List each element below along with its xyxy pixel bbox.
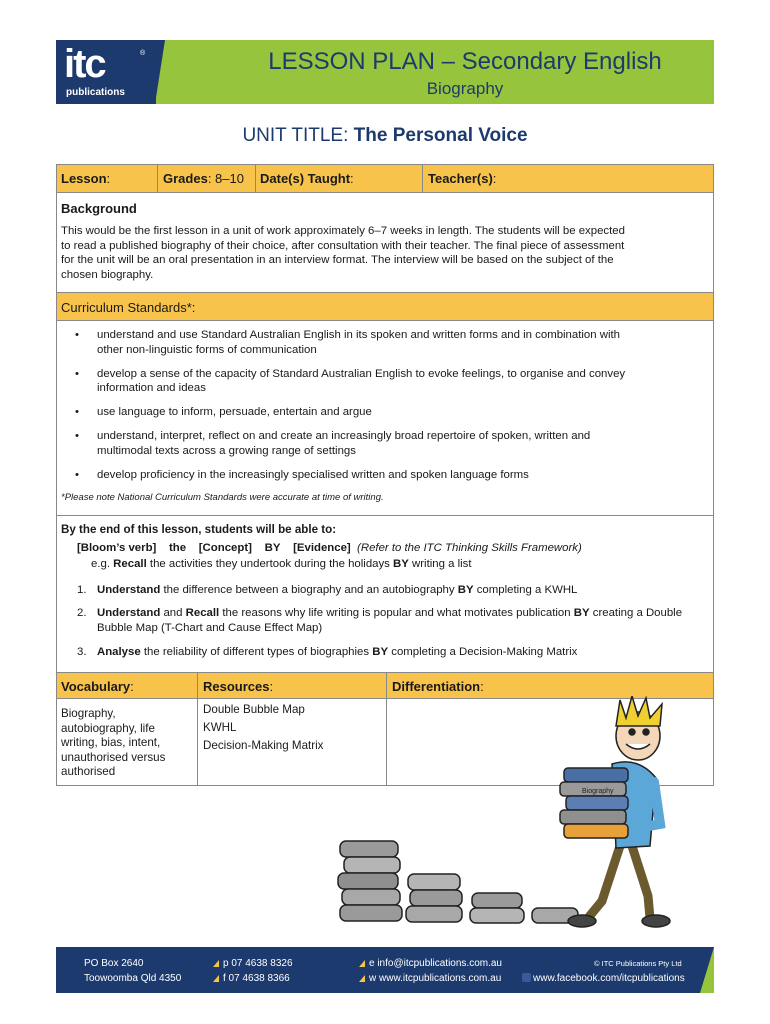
book-spine-label: Biography	[582, 788, 614, 795]
resource-item: Double Bubble Map	[203, 703, 305, 716]
list-item: • develop a sense of the capacity of Standard Australian English to evoke feelings, to organise and convey information and ideas	[75, 367, 705, 396]
footer-po-box: PO Box 2640	[84, 958, 144, 969]
background-heading: Background	[61, 201, 137, 216]
teacher-field: Teacher(s):	[428, 171, 497, 186]
bottom-header-row	[57, 673, 713, 698]
resource-item: KWHL	[203, 721, 237, 734]
list-item: • understand, interpret, reflect on and create an increasingly broad repertoire of spoken, written and multimodal texts across a growing range of settings	[75, 429, 705, 458]
student-carrying-books-illustration	[320, 696, 720, 934]
book-stack-right	[470, 893, 578, 923]
objectives-formula: [Bloom’s verb] the [Concept] BY [Evidence] (Refer to the ITC Thinking Skills Framework)	[77, 542, 582, 554]
curriculum-heading: Curriculum Standards*:	[61, 300, 196, 315]
lesson-plan-table	[56, 164, 714, 786]
lesson-label: Lesson	[61, 171, 107, 186]
facebook-icon	[522, 973, 531, 982]
objective-item-1: 1. Understand the difference between a biography and an autobiography BY completing a KWHL	[77, 584, 578, 596]
footer-copyright: © ITC Publications Pty Ltd	[594, 959, 682, 968]
arrow-icon	[213, 960, 219, 967]
page-title: LESSON PLAN – Secondary English	[268, 48, 662, 75]
background-text: This would be the first lesson in a unit of work approximately 6–7 weeks in length. The students will be expected to read a published biography of their choice, after consultation with their teacher. The final piece of assessment for the unit will be an oral presentation in an interview format. The interview will be based on the subject of the chosen biography.	[61, 225, 625, 281]
footer-facebook[interactable]: www.facebook.com/itcpublications	[522, 973, 685, 984]
vocabulary-list: Biography, autobiography, life writing, bias, intent, unauthorised versus authorised	[61, 707, 166, 778]
book-stack-left	[338, 841, 402, 921]
dates-field: Date(s) Taught:	[260, 171, 354, 186]
arrow-icon	[359, 960, 365, 967]
resource-item: Decision-Making Matrix	[203, 739, 324, 752]
lesson-field: Lesson:	[61, 171, 111, 186]
curriculum-list	[75, 328, 705, 492]
objectives-example: e.g. Recall the activities they undertook during the holidays BY writing a list	[91, 558, 472, 570]
vocabulary-heading: Vocabulary:	[61, 679, 134, 694]
dates-label: Date(s) Taught	[260, 171, 351, 186]
footer-email[interactable]: e info@itcpublications.com.au	[359, 958, 502, 969]
header-banner	[156, 40, 714, 104]
footer-city: Toowoomba Qld 4350	[84, 973, 182, 984]
objective-item-2: 2. Understand and Recall the reasons why life writing is popular and what motivates publication BY creating a Double Bubble Map (T-Chart and Cause Effect Map)	[77, 607, 683, 634]
grades-field	[163, 171, 244, 186]
logo-subtext: publications	[66, 87, 125, 98]
unit-title: UNIT TITLE: The Personal Voice	[242, 125, 528, 146]
list-item: • use language to inform, persuade, entertain and argue	[75, 405, 705, 420]
info-row	[57, 165, 713, 192]
unit-title-label: UNIT TITLE	[242, 125, 344, 146]
page-subtitle: Biography	[426, 79, 504, 98]
logo-registered-mark: ®	[140, 50, 146, 57]
differentiation-heading: Differentiation:	[392, 679, 484, 694]
curriculum-note: *Please note National Curriculum Standards were accurate at time of writing.	[61, 492, 384, 503]
book-stack-middle	[406, 874, 462, 922]
carried-books	[560, 768, 628, 838]
teacher-label: Teacher(s)	[428, 171, 493, 186]
footer-phone: p 07 4638 8326	[213, 958, 293, 969]
list-item: • develop proficiency in the increasingly specialised written and spoken language forms	[75, 468, 705, 483]
footer-bar	[56, 947, 714, 993]
arrow-icon	[359, 975, 365, 982]
resources-heading: Resources:	[203, 679, 274, 694]
grades-value: : 8–10	[207, 171, 244, 186]
logo-text: itc	[64, 42, 105, 86]
unit-title-name: The Personal Voice	[348, 125, 528, 146]
grades-label: Grades	[163, 171, 208, 186]
footer-website[interactable]: w www.itcpublications.com.au	[359, 973, 501, 984]
footer-fax: f 07 4638 8366	[213, 973, 290, 984]
arrow-icon	[213, 975, 219, 982]
objectives-heading: By the end of this lesson, students will be able to:	[61, 523, 337, 536]
objective-item-3: 3. Analyse the reliability of different types of biographies BY completing a Decision-Making Matrix	[77, 646, 578, 658]
list-item: • understand and use Standard Australian English in its spoken and written forms and in combination with other non-linguistic forms of communication	[75, 328, 705, 357]
itc-logo	[56, 40, 156, 104]
